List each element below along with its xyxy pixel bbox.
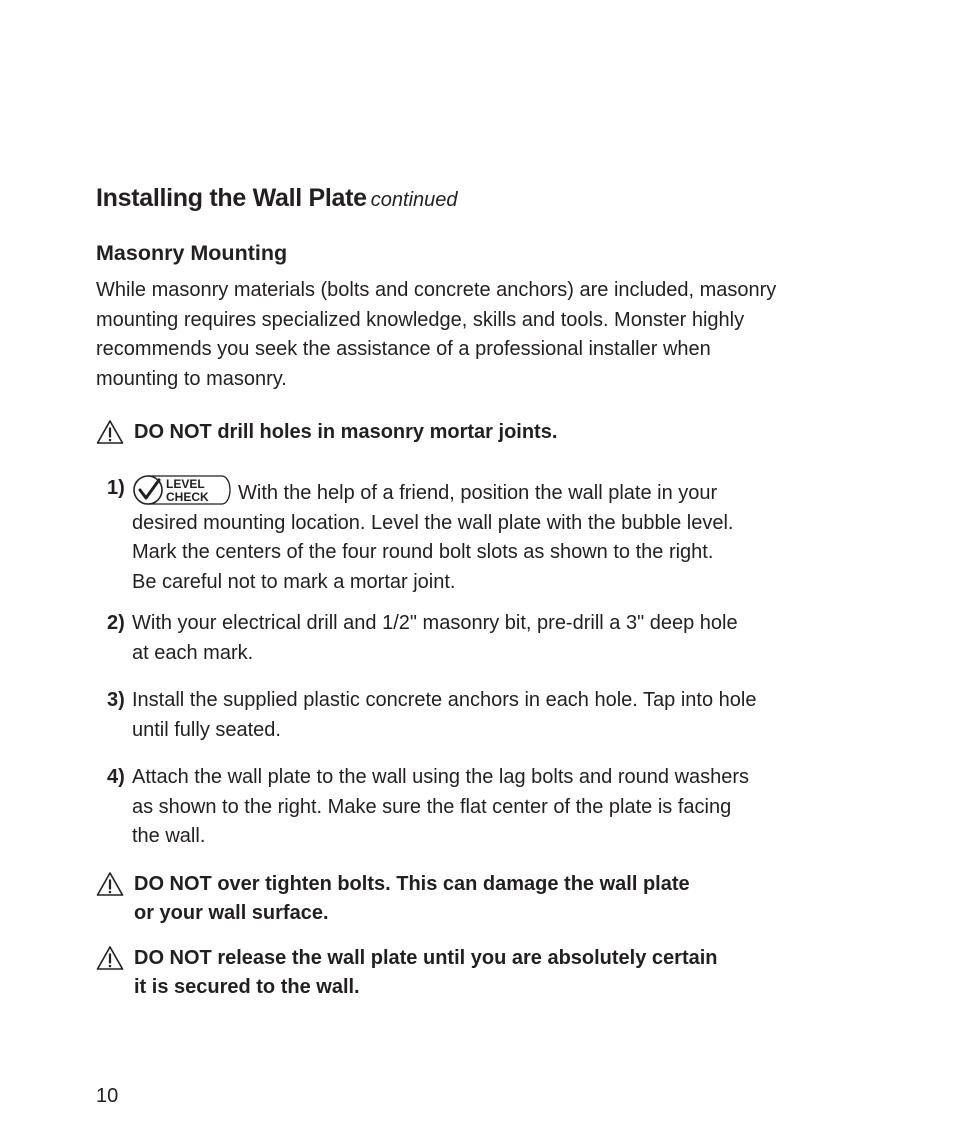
intro-line: mounting to masonry. xyxy=(96,367,287,390)
step-number: 1) xyxy=(107,477,125,499)
warning-release-plate xyxy=(96,944,718,1002)
step-line xyxy=(96,474,733,509)
intro-paragraph xyxy=(96,276,856,394)
step-2 xyxy=(96,609,738,668)
step-number: 3) xyxy=(107,689,125,711)
warning-triangle-icon xyxy=(96,945,124,971)
step-3 xyxy=(96,686,756,745)
warning-text: DO NOT over tighten bolts. This can damage the wall plate xyxy=(134,873,690,895)
warning-mortar-joints xyxy=(96,418,557,447)
intro-line: mounting requires specialized knowledge, skills and tools. Monster highly xyxy=(96,308,745,331)
level-check-icon xyxy=(132,474,232,506)
warning-text: it is secured to the wall. xyxy=(134,976,360,998)
step-text: With the help of a friend, position the wall plate in your xyxy=(238,482,718,504)
continued-label: continued xyxy=(370,189,458,211)
level-check-line1: LEVEL xyxy=(166,477,205,491)
step-line: With your electrical drill and 1/2" masonry bit, pre-drill a 3" deep hole xyxy=(132,612,738,634)
intro-line: recommends you seek the assistance of a professional installer when xyxy=(96,338,711,360)
step-4 xyxy=(96,763,749,852)
step-line: as shown to the right. Make sure the flat center of the plate is facing xyxy=(132,795,732,818)
page-number: 10 xyxy=(96,1085,119,1107)
intro-line: While masonry materials (bolts and concrete anchors) are included, masonry xyxy=(96,279,777,301)
step-line: the wall. xyxy=(132,825,206,847)
step-line: at each mark. xyxy=(132,641,254,664)
level-check-line2: CHECK xyxy=(166,490,209,504)
warning-text: DO NOT release the wall plate until you are absolutely certain xyxy=(134,947,718,969)
step-number: 4) xyxy=(107,766,125,788)
warning-text: DO NOT drill holes in masonry mortar joints. xyxy=(134,421,558,443)
warning-triangle-icon xyxy=(96,419,124,445)
warning-text: or your wall surface. xyxy=(134,902,329,924)
section-subtitle: Masonry Mounting xyxy=(96,241,288,265)
step-line: Attach the wall plate to the wall using the lag bolts and round washers xyxy=(132,766,750,788)
step-line: until fully seated. xyxy=(132,718,281,741)
section-title xyxy=(96,184,458,213)
step-1 xyxy=(96,474,733,597)
step-line: Install the supplied plastic concrete anchors in each hole. Tap into hole xyxy=(132,689,757,711)
step-line: desired mounting location. Level the wall plate with the bubble level. xyxy=(132,511,734,534)
section-title-text: Installing the Wall Plate xyxy=(96,184,367,212)
step-line: Mark the centers of the four round bolt slots as shown to the right. xyxy=(132,541,714,563)
step-number: 2) xyxy=(107,612,125,634)
step-line: Be careful not to mark a mortar joint. xyxy=(132,570,456,593)
warning-over-tighten xyxy=(96,870,690,928)
warning-triangle-icon xyxy=(96,871,124,897)
